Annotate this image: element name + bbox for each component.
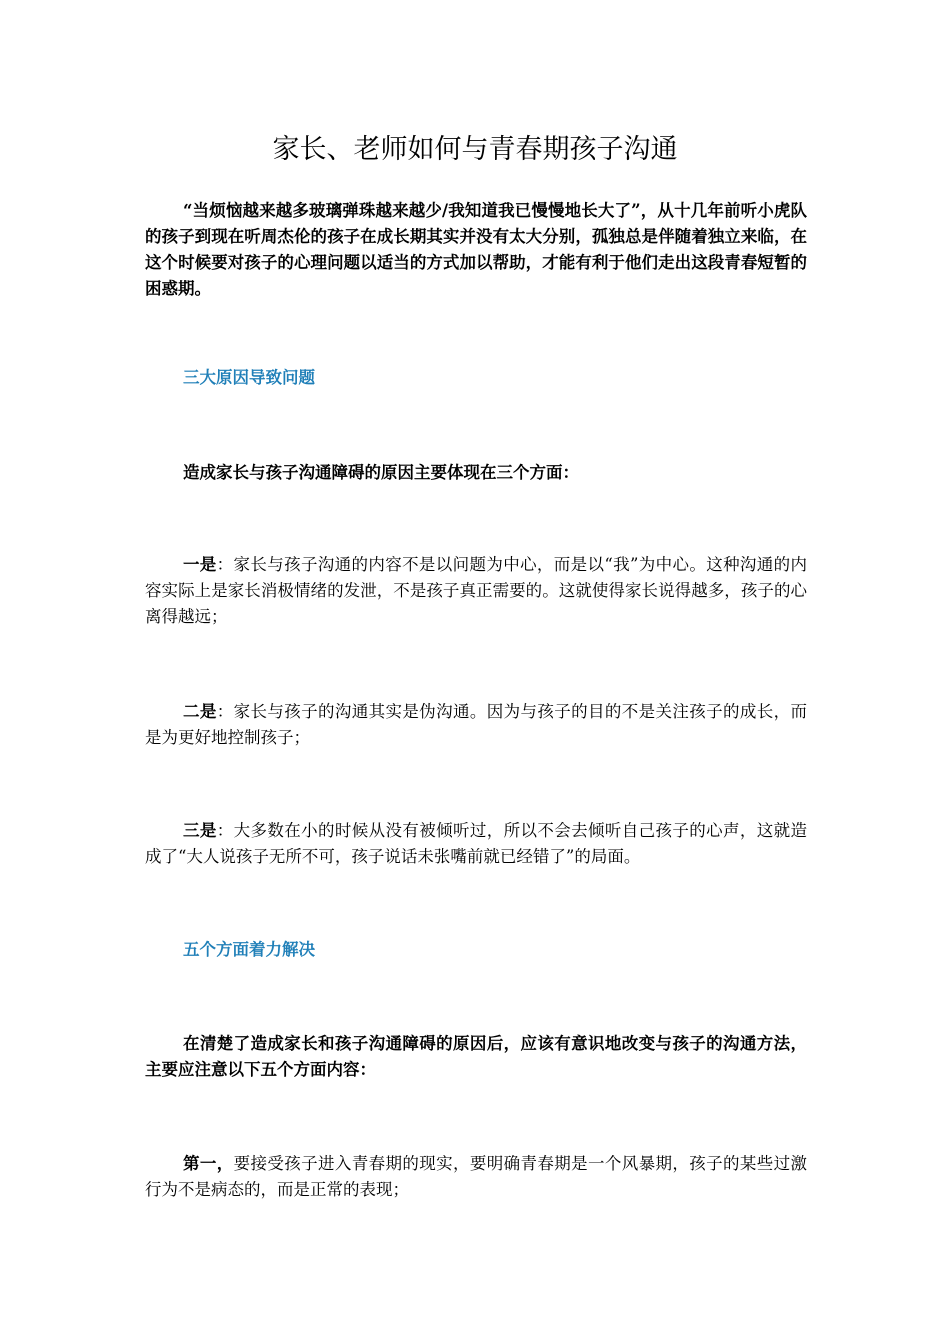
solution-item-1 [145,1151,807,1203]
solution-item-1-text: 要接受孩子进入青春期的现实，要明确青春期是一个风暴期，孩子的某些过激行为不是病态的，而是正常的表现； [145,1154,808,1199]
section-heading-solutions: 五个方面着力解决 [183,940,315,959]
cause-item-1 [145,552,807,630]
causes-summary: 造成家长与孩子沟通障碍的原因主要体现在三个方面： [182,463,579,482]
cause-item-3 [145,818,807,870]
intro-paragraph: “当烦恼越来越多玻璃弹珠越来越少/我知道我已慢慢地长大了”，从十几年前听小虎队的孩子到现在听周杰伦的孩子在成长期其实并没有太大分别，孤独总是伴随着独立来临，在这个时候要对孩子的心理问题以适当的方式加以帮助，才能有利于他们走出这段青春短暂的困惑期。 [145,201,807,298]
cause-item-3-text: ：大多数在小的时候从没有被倾听过，所以不会去倾听自己孩子的心声，这就造成了“大人说孩子无所不可，孩子说话未张嘴前就已经错了”的局面。 [145,821,808,866]
section-heading-causes: 三大原因导致问题 [183,368,315,387]
cause-item-3-lead: 三是 [182,821,217,840]
solution-item-1-lead: 第一， [182,1154,234,1173]
solutions-summary: 在清楚了造成家长和孩子沟通障碍的原因后，应该有意识地改变与孩子的沟通方法，主要应注意以下五个方面内容： [145,1034,807,1079]
cause-item-1-lead: 一是 [182,555,217,574]
cause-item-2-lead: 二是 [182,702,217,721]
document-title: 家长、老师如何与青春期孩子沟通 [272,134,678,165]
cause-item-1-text: ：家长与孩子沟通的内容不是以问题为中心，而是以“我”为中心。这种沟通的内容实际上是家长消极情绪的发泄，不是孩子真正需要的。这就使得家长说得越多，孩子的心离得越远； [145,555,808,626]
cause-item-2-text: ：家长与孩子的沟通其实是伪沟通。因为与孩子的目的不是关注孩子的成长，而是为更好地控制孩子； [145,702,808,747]
cause-item-2 [145,699,807,751]
